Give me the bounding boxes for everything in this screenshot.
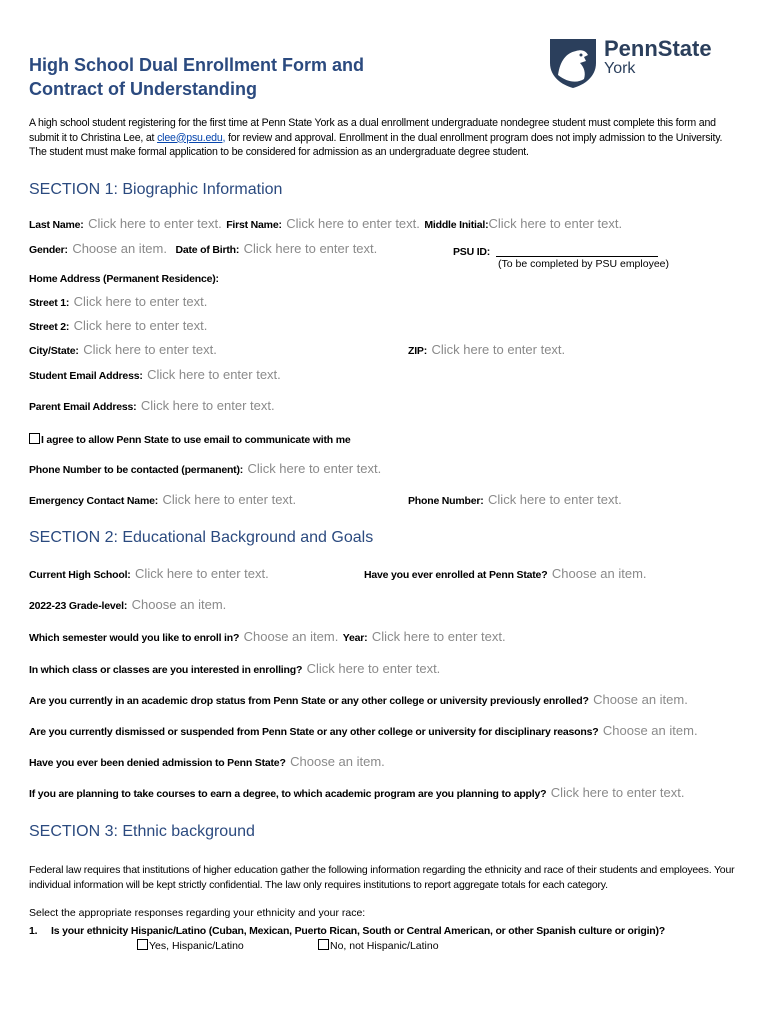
street2-field[interactable]: Click here to enter text. xyxy=(73,318,208,333)
middle-initial-field[interactable]: Click here to enter text. xyxy=(488,216,623,231)
home-address-label: Home Address (Permanent Residence): xyxy=(29,273,219,285)
agree-email-row: I agree to allow Penn State to use email to communicate with me xyxy=(29,430,350,448)
dob-field[interactable]: Click here to enter text. xyxy=(243,241,378,256)
high-school-field[interactable]: Click here to enter text. xyxy=(135,566,269,581)
zip-field[interactable]: Click here to enter text. xyxy=(431,342,566,357)
page-title: High School Dual Enrollment Form and Contract of Understanding xyxy=(29,55,365,99)
year-field[interactable]: Click here to enter text. xyxy=(371,629,506,644)
student-email-field[interactable]: Click here to enter text. xyxy=(147,367,281,382)
logo-campus: York xyxy=(604,60,636,77)
select-instructions: Select the appropriate responses regarding your ethnicity and your race: xyxy=(29,907,366,919)
phone-field[interactable]: Click here to enter text. xyxy=(488,492,622,507)
drop-status-row: Are you currently in an academic drop status from Penn State or any other college or university previously enrolled? Choose an item. xyxy=(29,692,688,707)
drop-status-select[interactable]: Choose an item. xyxy=(593,692,688,707)
grade-level-select[interactable]: Choose an item. xyxy=(131,597,227,612)
no-hispanic-option[interactable]: No, not Hispanic/Latino xyxy=(318,939,439,952)
question1-row: 1. Is your ethnicity Hispanic/Latino (Cuban, Mexican, Puerto Rican, South or Central American, or other Spanish culture or origin)? xyxy=(29,925,666,937)
dismissed-select[interactable]: Choose an item. xyxy=(602,723,698,738)
degree-row: If you are planning to take courses to earn a degree, to which academic program are you planning to apply? Click here to enter text. xyxy=(29,785,685,800)
first-name-field[interactable]: Click here to enter text. xyxy=(286,216,420,231)
psu-id-line xyxy=(496,256,658,257)
parent-email-row: Parent Email Address: Click here to enter text. xyxy=(29,398,275,413)
penn-state-shield-logo xyxy=(548,37,598,89)
classes-row: In which class or classes are you interested in enrolling? Click here to enter text. xyxy=(29,661,441,676)
denied-row: Have you ever been denied admission to Penn State? Choose an item. xyxy=(29,754,385,769)
city-state-row: City/State: Click here to enter text. xyxy=(29,342,217,357)
street2-row: Street 2: Click here to enter text. xyxy=(29,318,208,333)
section3-heading: SECTION 3: Ethnic background xyxy=(29,823,255,840)
name-row: Last Name: Click here to enter text. First Name: Click here to enter text. Middle Initial:Click here to enter text. xyxy=(29,216,623,231)
enrolled-before-row: Have you ever enrolled at Penn State? Choose an item. xyxy=(364,566,647,581)
grade-level-row: 2022-23 Grade-level: Choose an item. xyxy=(29,597,227,612)
street1-row: Street 1: Click here to enter text. xyxy=(29,294,208,309)
semester-row: Which semester would you like to enroll in? Choose an item. Year: Click here to enter text. xyxy=(29,629,506,644)
intro-paragraph: A high school student registering for the first time at Penn State York as a dual enrollment undergraduate nondegree student must complete this form and submit it to Christina Lee, at clee@psu.edu, for review and approval. Enrollment in the dual enrollment program does not imply admission to the University. The student must make formal application to be considered for admission as an undergraduate degree student. xyxy=(29,117,723,158)
phone-perm-row: Phone Number to be contacted (permanent): Click here to enter text. xyxy=(29,461,382,476)
section1-heading: SECTION 1: Biographic Information xyxy=(29,181,283,198)
parent-email-field[interactable]: Click here to enter text. xyxy=(140,398,275,413)
city-state-field[interactable]: Click here to enter text. xyxy=(83,342,217,357)
gender-dob-row: Gender: Choose an item. Date of Birth: Click here to enter text. xyxy=(29,241,378,256)
phone-row: Phone Number: Click here to enter text. xyxy=(408,492,622,507)
high-school-row: Current High School: Click here to enter text. xyxy=(29,566,269,581)
student-email-row: Student Email Address: Click here to enter text. xyxy=(29,367,281,382)
psu-id-note: (To be completed by PSU employee) xyxy=(498,258,669,270)
last-name-field[interactable]: Click here to enter text. xyxy=(88,216,222,231)
no-hispanic-checkbox[interactable] xyxy=(318,939,329,950)
zip-row: ZIP: Click here to enter text. xyxy=(408,342,566,357)
street1-field[interactable]: Click here to enter text. xyxy=(73,294,208,309)
degree-program-field[interactable]: Click here to enter text. xyxy=(550,785,685,800)
psu-id-row: PSU ID: xyxy=(453,242,658,260)
enrolled-before-select[interactable]: Choose an item. xyxy=(551,566,647,581)
classes-field[interactable]: Click here to enter text. xyxy=(306,661,441,676)
section2-heading: SECTION 2: Educational Background and Goals xyxy=(29,529,374,546)
phone-perm-field[interactable]: Click here to enter text. xyxy=(247,461,382,476)
agree-email-checkbox[interactable] xyxy=(29,433,40,444)
emergency-row: Emergency Contact Name: Click here to enter text. xyxy=(29,492,297,507)
denied-select[interactable]: Choose an item. xyxy=(290,754,385,769)
federal-law-text: Federal law requires that institutions of higher education gather the following information regarding the ethnicity and race of their students and employees. Your individual information will be kept strictly confidential. The law only requires institutions to report aggregate totals for each category. xyxy=(29,864,735,891)
yes-hispanic-checkbox[interactable] xyxy=(137,939,148,950)
yes-hispanic-option[interactable]: Yes, Hispanic/Latino xyxy=(137,939,244,952)
email-link[interactable]: clee@psu.edu, xyxy=(157,131,226,144)
gender-select[interactable]: Choose an item. xyxy=(72,241,167,256)
semester-select[interactable]: Choose an item. xyxy=(243,629,339,644)
logo-pennstate: PennState xyxy=(604,36,712,61)
emergency-contact-field[interactable]: Click here to enter text. xyxy=(162,492,297,507)
dismissed-row: Are you currently dismissed or suspended from Penn State or any other college or university for disciplinary reasons? Choose an item. xyxy=(29,723,698,738)
